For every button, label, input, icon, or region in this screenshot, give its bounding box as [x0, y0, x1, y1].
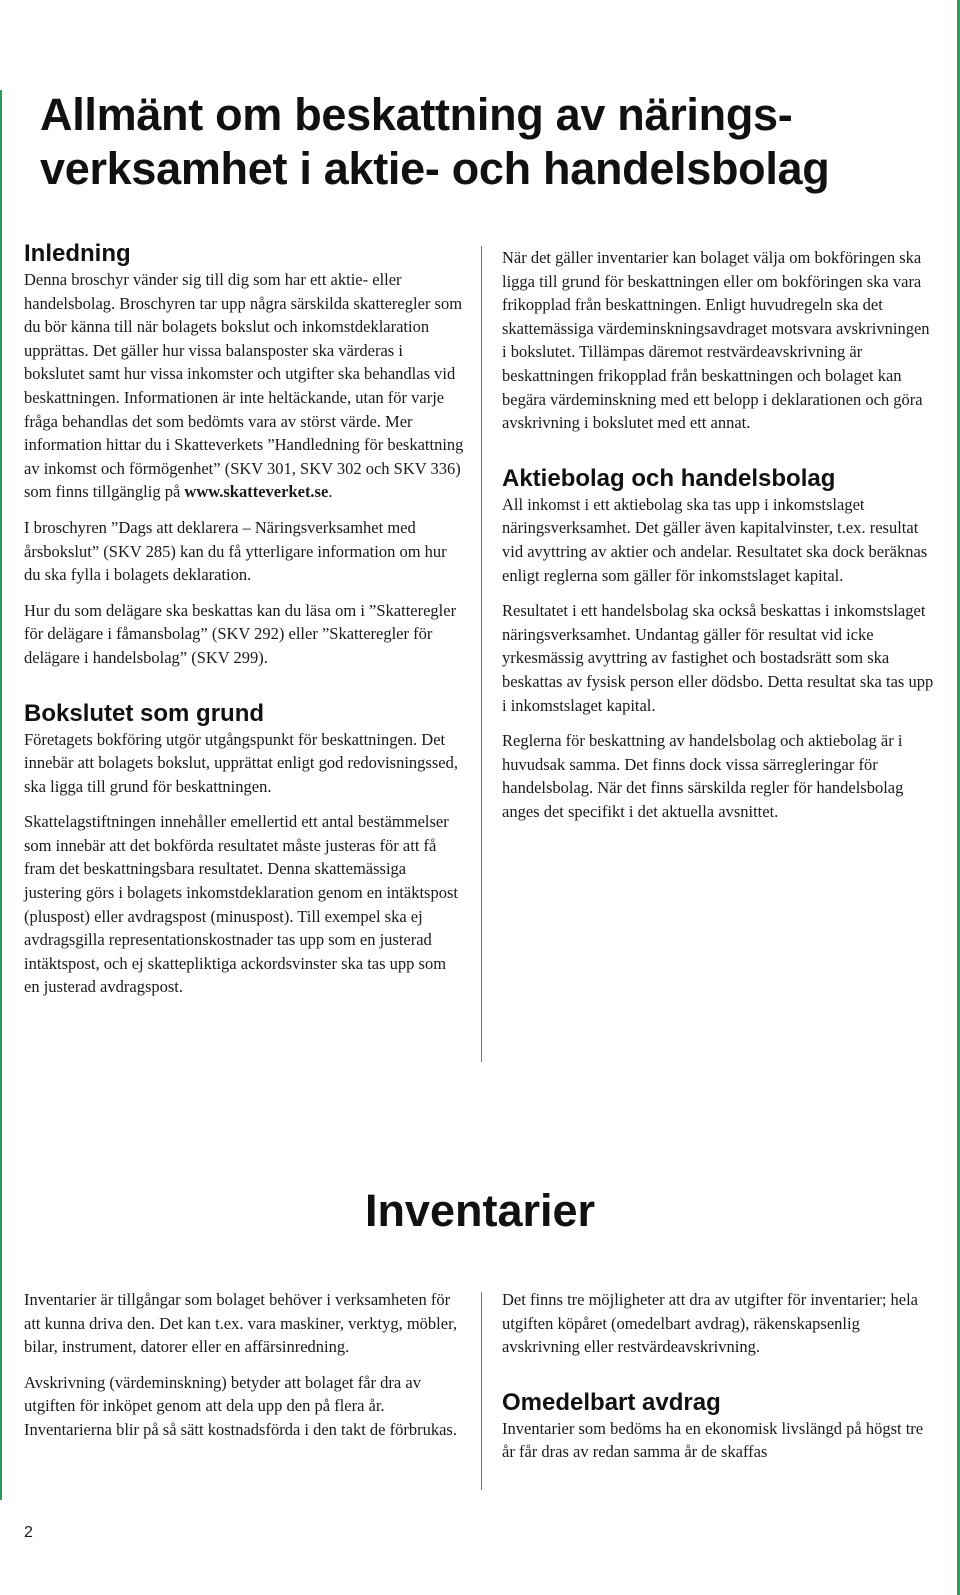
paragraph-inledning-2: I broschyren ”Dags att deklarera – Näringsverksamhet med årsbokslut” (SKV 285) kan du få ytterligare information om hur du ska fylla i bolagets deklaration. [24, 517, 447, 585]
paragraph-bokslutet-1: Företagets bokföring utgör utgångspunkt för beskattningen. Det innebär att bolagets bokslut, upprättat enligt god redovisningssed, ska ligga till grund för beskattningen. [24, 729, 458, 796]
column-left-bottom [24, 1288, 464, 1442]
column-right-top [502, 246, 938, 823]
paragraph-inledning-1-end: . [328, 482, 333, 502]
paragraph-inledning-1-text: Denna broschyr vänder sig till dig som har ett aktie- eller handelsbolag. Broschyren tar upp några särskilda skatteregler som du bör känna till när bolagets bokslut och inkomstdeklaration upprättas. Det gäller hur vissa balansposter ska värderas i bokslutet samt hur vissa inkomster och utgifter ska behandlas vid beskattningen. Informationen är inte heltäckande, utan för varje fråga behandlas det som bedömts vara av störst värde. Mer information hittar du i Skatteverkets ”Handledning för beskattning av inkomst och förmögenhet” (SKV 301, SKV 302 och SKV 336) som finns tillgänglig på [24, 270, 464, 502]
paragraph-bokslutet-3: När det gäller inventarier kan bolaget välja om bokföringen ska ligga till grund för beskattningen eller om bokföringen ska vara frikopplad från beskattningen. Enligt huvudregeln ska det skattemässiga värdeminskningsavdraget motsvara avskrivningen i bokslutet. Tillämpas däremot restvärdeavskrivning är beskattningen frikopplad från beskattningen och bolaget kan begära värdeminskning med ett belopp i deklarationen och göra avskrivning i bokslutet med ett annat. [502, 248, 930, 433]
page-title-line-1: Allmänt om beskattning av närings- [40, 89, 793, 140]
column-divider-bottom [481, 1292, 482, 1490]
paragraph-inventarier-2: Avskrivning (värdeminskning) betyder att bolaget får dra av utgiften för inköpet genom att dela upp den på flera år. Inventarierna blir på så sätt kostnadsförda i den takt de förbrukas. [24, 1372, 457, 1439]
page-title [40, 88, 940, 196]
heading-aktiebolag: Aktiebolag och handelsbolag [502, 464, 836, 492]
paragraph-aktiebolag-1: All inkomst i ett aktiebolag ska tas upp i inkomstslaget näringsverksamhet. Det gäller även kapitalvinster, t.ex. resultat vid avyttring av aktier och andelar. Resultatet ska dock beräknas enligt reglerna som gäller för inkomstslaget kapital. [502, 494, 928, 585]
heading-bokslutet: Bokslutet som grund [24, 699, 265, 727]
website-link[interactable]: www.skatteverket.se [184, 482, 329, 502]
heading-omedelbart: Omedelbart avdrag [502, 1388, 721, 1416]
paragraph-inventarier-1: Inventarier är tillgångar som bolaget behöver i verksamheten för att kunna driva den. Det kan t.ex. vara maskiner, verktyg, möbler, bilar, instrument, datorer eller en affärsinredning. [24, 1290, 458, 1357]
paragraph-inventarier-3: Det finns tre möjligheter att dra av utgifter för inventarier; hela utgiften köpåret (omedelbart avdrag), räkenskapsenlig avskrivning eller restvärdeavskrivning. [502, 1290, 919, 1357]
paragraph-aktiebolag-2: Resultatet i ett handelsbolag ska också beskattas i inkomstslaget näringsverksamhet. Undantag gäller för resultat vid icke yrkesmässig avyttring av fastighet och bostadsrätt som ska beskattas av fysisk person eller dödsbo. Detta resultat ska tas upp i inkomstslaget kapital. [502, 601, 934, 715]
section-title-inventarier: Inventarier [364, 1185, 596, 1236]
paragraph-aktiebolag-3: Reglerna för beskattning av handelsbolag och aktiebolag är i huvudsak samma. Det finns dock vissa särregleringar för handelsbolag. När det finns särskilda regler för handelsbolag anges det specifikt i det aktuella avsnittet. [502, 731, 904, 821]
paragraph-inledning-1 [24, 268, 464, 504]
heading-inledning: Inledning [24, 240, 131, 267]
column-divider-top [481, 246, 482, 1062]
page-edge-left [0, 90, 2, 1500]
paragraph-bokslutet-2: Skattelagstiftningen innehåller emellertid ett antal bestämmelser som innebär att det bokförda resultatet måste justeras för att få fram det beskattningsbara resultatet. Denna skattemässiga justering görs i bolagets inkomstdeklaration genom en intäktspost (pluspost) eller avdragspost (minuspost). Till exempel ska ej avdragsgilla representationskostnader tas upp som en justerad intäktspost, och ej skattepliktiga ackordsvinster ska tas upp som en justerad avdragspost. [24, 812, 458, 997]
page-title-line-2: verksamhet i aktie- och handelsbolag [40, 143, 830, 194]
column-left-top [24, 240, 464, 999]
paragraph-omedelbart-1: Inventarier som bedöms ha en ekonomisk livslängd på högst tre år får dras av redan samma år de skaffas [502, 1418, 924, 1462]
column-right-bottom [502, 1288, 938, 1464]
page-number: 2 [24, 1524, 33, 1541]
paragraph-inledning-3: Hur du som delägare ska beskattas kan du läsa om i ”Skatteregler för delägare i fåmansbolag” (SKV 292) eller ”Skatteregler för delägare i handelsbolag” (SKV 299). [24, 600, 457, 667]
